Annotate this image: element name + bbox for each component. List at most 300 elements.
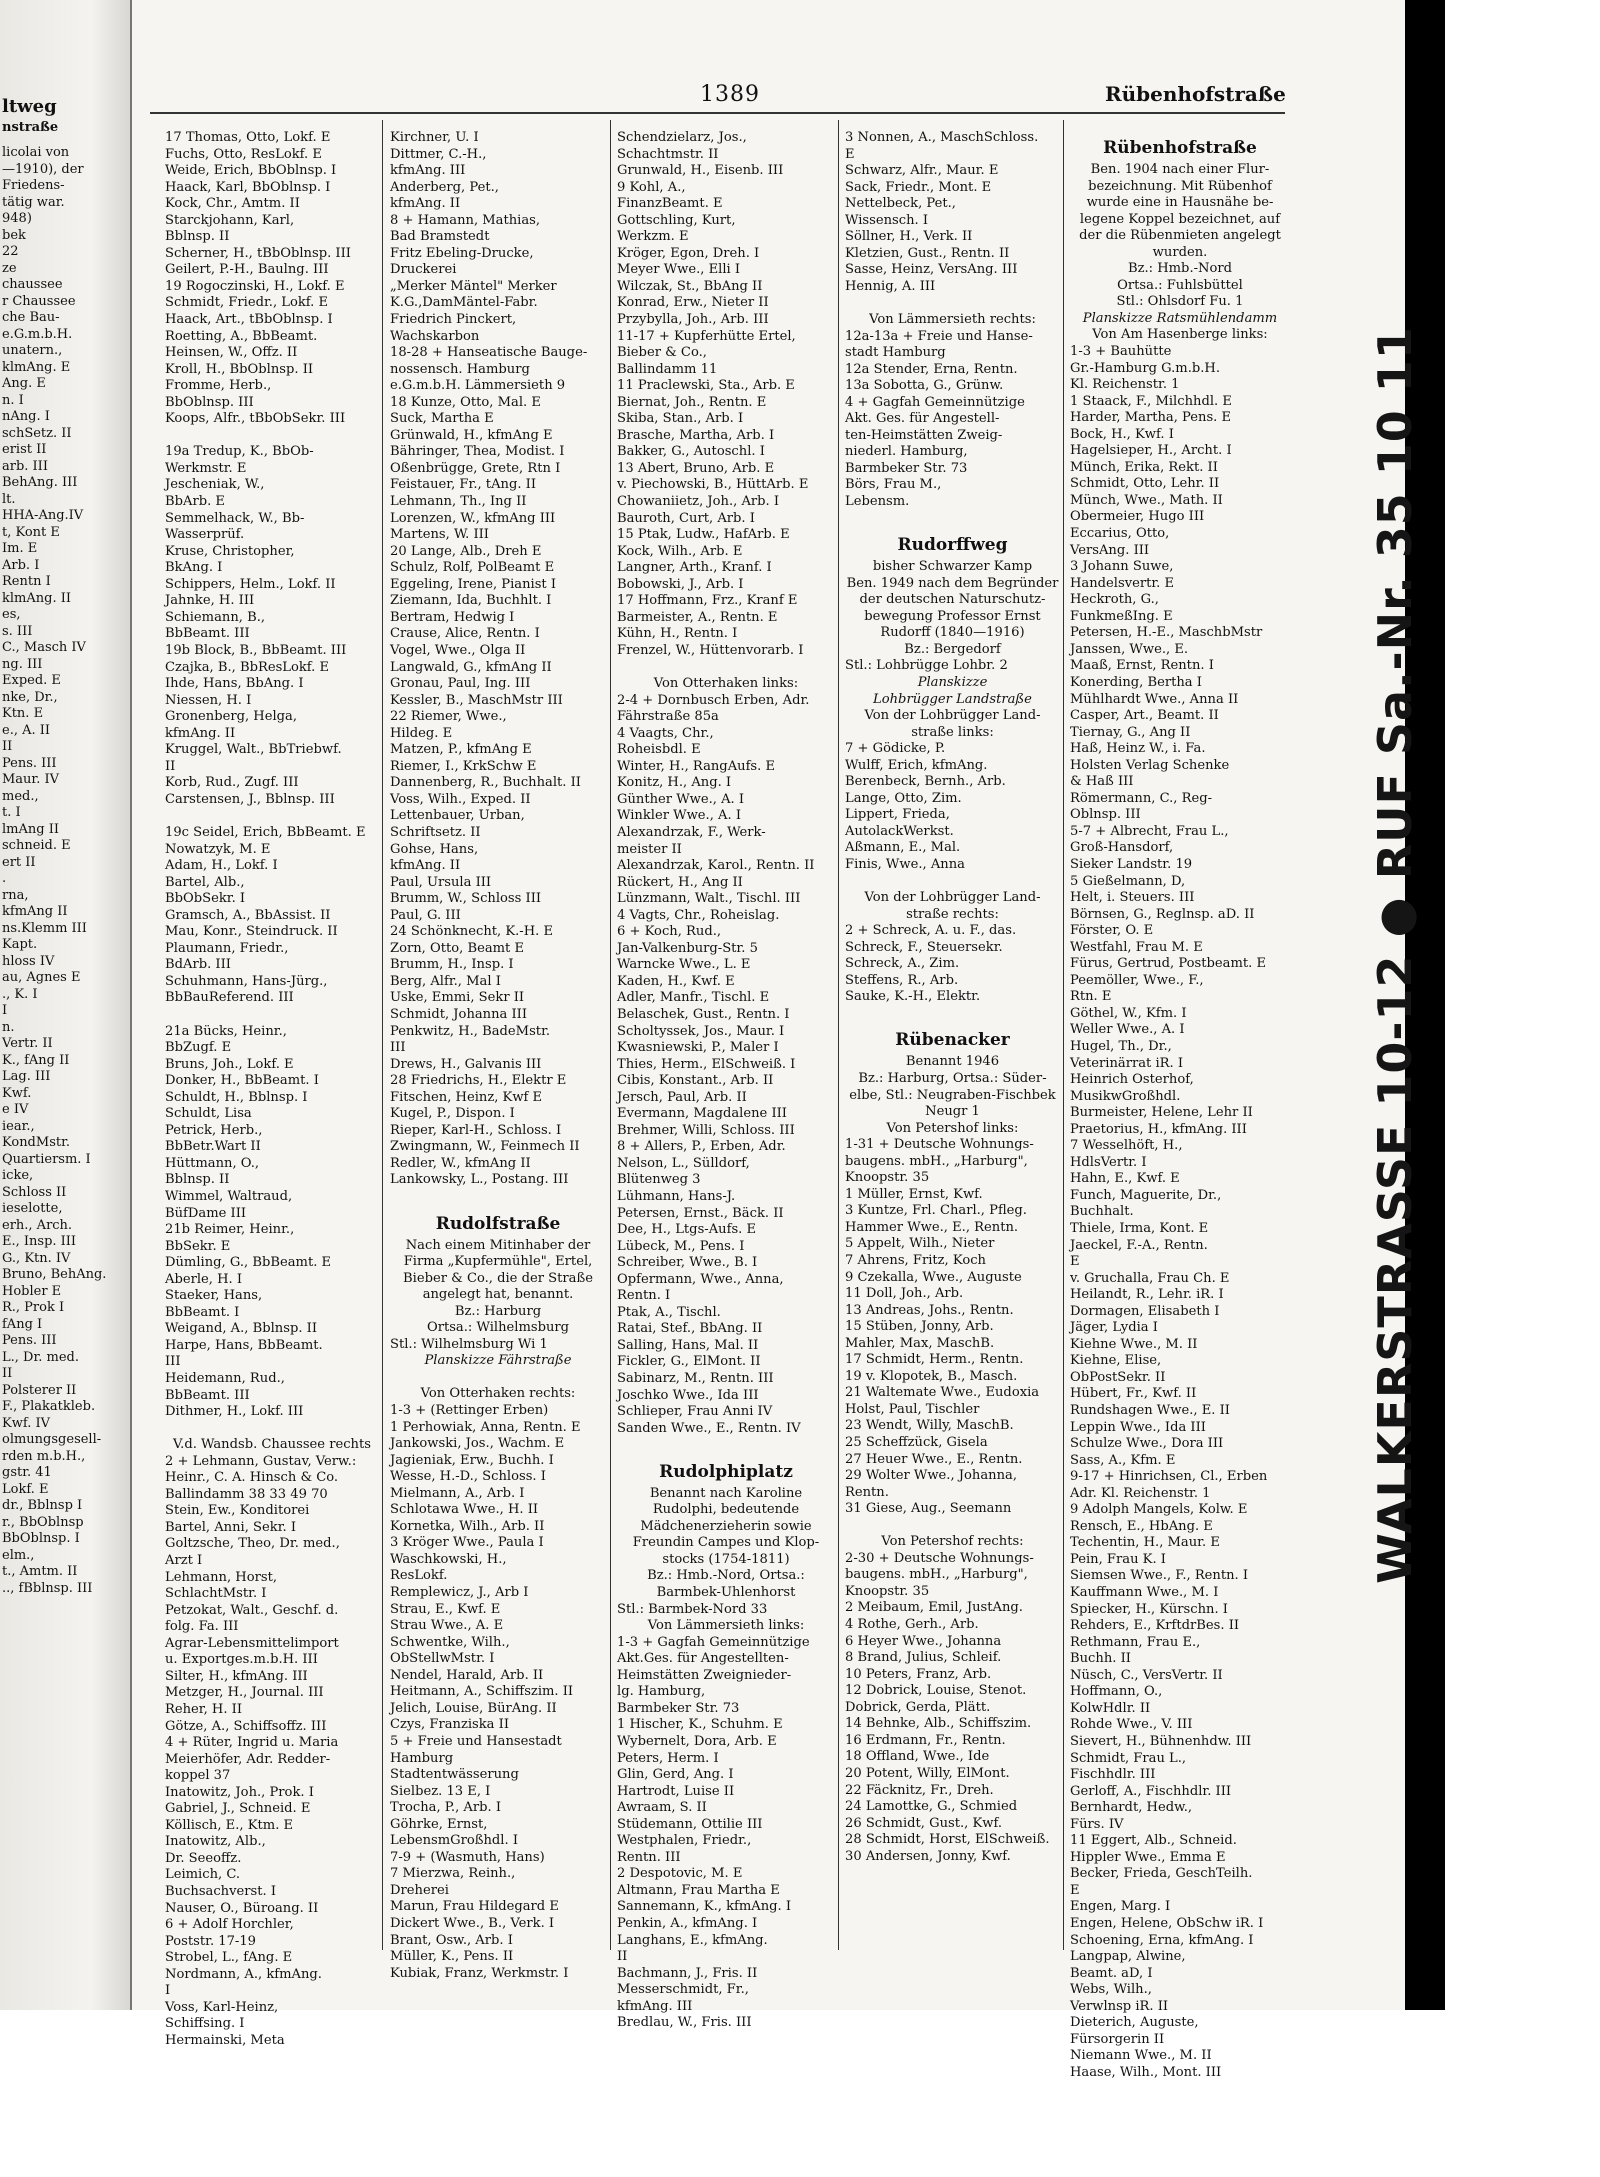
section-note: bisher Schwarzer Kamp xyxy=(872,559,1033,575)
directory-entry: Marun, Frau Hildegard E xyxy=(390,1899,559,1915)
gutter-line: L., Dr. med. xyxy=(2,1349,79,1365)
directory-entry: 19c Seidel, Erich, BbBeamt. E xyxy=(165,824,366,840)
directory-entry: Vogel, Wwe., Olga II xyxy=(390,642,526,658)
directory-entry: Bartel, Anni, Sekr. I xyxy=(165,1519,297,1535)
directory-entry: Langner, Arth., Kranf. I xyxy=(617,560,772,576)
directory-entry: Stl.: Barmbek-Nord 33 xyxy=(617,1601,768,1617)
gutter-line: Arb. I xyxy=(2,557,40,573)
directory-entry: Konitz, H., Ang. I xyxy=(617,775,732,791)
section-note: Bz.: Bergedorf xyxy=(904,641,1001,657)
directory-entry: 9-17 + Hinrichsen, Cl., Erben xyxy=(1070,1469,1268,1485)
gutter-line: e.G.m.b.H. xyxy=(2,326,73,342)
section-note: Bz.: Hmb.-Nord, Ortsa.: xyxy=(647,1568,805,1584)
previous-page-gutter xyxy=(0,0,132,2010)
directory-entry: BbBeamt. I xyxy=(165,1304,240,1320)
directory-entry: Glin, Gerd, Ang. I xyxy=(617,1767,734,1783)
directory-entry: Strobel, L., fAng. E xyxy=(165,1950,293,1966)
directory-entry xyxy=(390,1370,606,1387)
directory-entry: BbBauReferend. III xyxy=(165,990,294,1006)
directory-entry: Kubiak, Franz, Werkmstr. I xyxy=(390,1965,569,1981)
directory-entry: Dickert Wwe., B., Verk. I xyxy=(390,1915,555,1931)
gutter-line: erh., Arch. xyxy=(2,1217,73,1233)
directory-entry: Werkmstr. E xyxy=(165,460,247,476)
directory-entry: Starckjohann, Karl, xyxy=(165,212,295,228)
directory-entry: Becker, Frieda, GeschTeilh. xyxy=(1070,1866,1253,1882)
directory-entry: 22 Fäcknitz, Fr., Dreh. xyxy=(845,1782,994,1798)
directory-entry: Kl. Reichenstr. 1 xyxy=(1070,377,1180,393)
directory-column-1 xyxy=(165,130,379,2049)
directory-entry: nossensch. Hamburg xyxy=(390,361,530,377)
section-note: Bz.: Hmb.-Nord xyxy=(1127,261,1233,277)
section-note: stocks (1754-1811) xyxy=(662,1551,790,1567)
directory-entry: Bernhardt, Hedw., xyxy=(1070,1800,1193,1816)
directory-entry: Blütenweg 3 xyxy=(617,1172,701,1188)
directory-entry: Casper, Art., Beamt. II xyxy=(1070,708,1219,724)
directory-column-3 xyxy=(617,130,835,2032)
directory-entry: Hoffmann, O., xyxy=(1070,1684,1163,1700)
directory-entry: Haack, Art., tBbOblnsp. I xyxy=(165,312,333,328)
section-note: Von Lämmersieth links: xyxy=(647,1618,805,1634)
directory-entry: 9 Kohl, A., xyxy=(617,179,686,195)
directory-entry: Zwingmann, W., Feinmech II xyxy=(390,1139,580,1155)
directory-entry: Bblnsp. II xyxy=(165,229,230,245)
directory-entry: 3 Johann Suwe, xyxy=(1070,559,1174,575)
directory-entry: Evermann, Magdalene III xyxy=(617,1106,787,1122)
gutter-line: Ang. E xyxy=(2,376,46,391)
directory-entry: ResLokf. xyxy=(390,1568,448,1584)
directory-entry: Plaumann, Friedr., xyxy=(165,940,289,956)
directory-entry: Penkwitz, H., BadeMstr. xyxy=(390,1023,551,1039)
directory-entry: Hermainski, Meta xyxy=(165,2032,285,2048)
directory-entry: kfmAng. II xyxy=(165,725,236,741)
directory-entry: BbObSekr. I xyxy=(165,891,246,907)
gutter-line: gstr. 41 xyxy=(2,1465,52,1480)
directory-entry: meister II xyxy=(617,841,682,857)
directory-entry: Engen, Marg. I xyxy=(1070,1899,1171,1915)
directory-entry: ObStellwMstr. I xyxy=(390,1651,495,1667)
gutter-line: nke, Dr., xyxy=(2,689,58,705)
gutter-line: G., Ktn. IV xyxy=(2,1250,71,1266)
directory-entry: Metzger, H., Journal. III xyxy=(165,1685,324,1701)
directory-entry: Münch, Wwe., Math. II xyxy=(1070,492,1223,508)
gutter-line: Polsterer II xyxy=(2,1382,77,1398)
directory-entry: Gr.-Hamburg G.m.b.H. xyxy=(1070,360,1220,376)
section-note: straße links: xyxy=(911,724,994,740)
gutter-line: 948) xyxy=(2,211,32,226)
directory-entry: Gronenberg, Helga, xyxy=(165,709,298,725)
section-note: Bieber & Co., die der Straße xyxy=(403,1270,593,1286)
directory-entry: 1 Hischer, K., Schuhm. E xyxy=(617,1717,783,1733)
directory-entry: BdArb. III xyxy=(165,957,231,973)
directory-entry: Schulz, Rolf, PolBeamt E xyxy=(390,560,555,576)
gutter-line: ieselotte, xyxy=(2,1201,63,1216)
directory-entry: Barmbeker Str. 73 xyxy=(617,1700,740,1716)
directory-entry: Schreiber, Wwe., B. I xyxy=(617,1255,758,1271)
section-note: Von Petershof links: xyxy=(886,1120,1019,1136)
gutter-line: erist II xyxy=(2,442,47,457)
directory-entry: Schmidt, Friedr., Lokf. E xyxy=(165,295,329,311)
directory-entry: Bredlau, W., Fris. III xyxy=(617,2015,752,2031)
directory-entry: 7 Mierzwa, Reinh., xyxy=(390,1866,516,1882)
gutter-line: es, xyxy=(2,607,21,622)
gutter-line: lt. xyxy=(2,491,16,507)
directory-entry: Beamt. aD, I xyxy=(1070,1965,1153,1981)
directory-entry: Fährstraße 85a xyxy=(617,709,719,725)
directory-entry: Aßmann, E., Mal. xyxy=(845,840,961,856)
directory-entry: Heinr., C. A. Hinsch & Co. xyxy=(165,1470,339,1486)
directory-entry: Gohse, Hans, xyxy=(390,841,479,857)
directory-entry: Rethmann, Frau E., xyxy=(1070,1634,1201,1650)
directory-entry: 3 Nonnen, A., MaschSchloss. xyxy=(845,130,1039,145)
gutter-line: Kwf. xyxy=(2,1085,32,1101)
section-note: Ortsa.: Fuhlsbüttel xyxy=(1117,277,1243,293)
directory-entry: koppel 37 xyxy=(165,1768,231,1784)
section-note: wurden. xyxy=(1152,244,1208,260)
directory-entry: Sielbez. 13 E, I xyxy=(390,1783,491,1799)
directory-entry: 11 Praclewski, Sta., Arb. E xyxy=(617,378,795,394)
directory-entry: Maaß, Ernst, Rentn. I xyxy=(1070,658,1214,674)
directory-entry: Trocha, P., Arb. I xyxy=(390,1800,502,1816)
directory-entry: Nauser, O., Büroang. II xyxy=(165,1900,319,1916)
directory-entry: Akt.Ges. für Angestellten- xyxy=(617,1651,789,1667)
directory-entry: 4 Vagts, Chr., Roheislag. xyxy=(617,907,780,923)
directory-entry: Stein, Ew., Konditorei xyxy=(165,1503,310,1519)
section-note: Neugr 1 xyxy=(925,1104,980,1120)
directory-entry: Silter, H., kfmAng. III xyxy=(165,1668,308,1684)
street-heading: Rudolphiplatz xyxy=(659,1461,793,1482)
directory-entry: E xyxy=(1070,1254,1080,1270)
directory-entry: Semmelhack, W., Bb- xyxy=(165,510,305,526)
directory-entry: Hennig, A. III xyxy=(845,278,936,294)
section-note: Rudolphi, bedeutende xyxy=(652,1502,800,1518)
directory-entry: Schachtmstr. II xyxy=(617,146,719,162)
directory-entry: niederl. Hamburg, xyxy=(845,444,968,460)
directory-entry: 15 Stüben, Jonny, Arb. xyxy=(845,1319,994,1335)
directory-entry: Chowaniietz, Joh., Arb. I xyxy=(617,494,780,510)
gutter-line: rna, xyxy=(2,887,29,903)
directory-entry: II xyxy=(617,1949,628,1965)
directory-entry: Schriftsetz. II xyxy=(390,824,481,840)
directory-entry: BbBetr.Wart II xyxy=(165,1139,261,1155)
gutter-line: Rentn I xyxy=(2,574,51,589)
directory-entry: 26 Schmidt, Gust., Kwf. xyxy=(845,1815,1003,1831)
gutter-line: Kwf. IV xyxy=(2,1415,50,1431)
directory-column-4 xyxy=(845,130,1060,1865)
gutter-line: Bruno, BehAng. xyxy=(2,1267,107,1282)
directory-entry: Rehders, E., KrftdrBes. II xyxy=(1070,1618,1240,1634)
gutter-line: II xyxy=(2,739,13,754)
plan-reference: Lohbrügger Landstraße xyxy=(873,691,1032,707)
directory-entry: 4 + Rüter, Ingrid u. Maria xyxy=(165,1735,339,1751)
directory-entry: Heinrich Osterhof, xyxy=(1070,1072,1194,1088)
section-note: Von Lämmersieth rechts: xyxy=(869,312,1036,328)
directory-entry: Nendel, Harald, Arb. II xyxy=(390,1667,544,1683)
directory-entry: Donker, H., BbBeamt. I xyxy=(165,1073,319,1089)
directory-entry: Schuhmann, Hans-Jürg., xyxy=(165,973,328,989)
directory-entry: Schmidt, Frau L., xyxy=(1070,1750,1187,1766)
directory-entry: Voss, Wilh., Exped. II xyxy=(390,791,531,807)
directory-entry: baugens. mbH., „Harburg", xyxy=(845,1153,1028,1169)
directory-entry: 5 Gießelmann, D, xyxy=(1070,873,1186,889)
directory-entry: 1 Staack, F., Milchhdl. E xyxy=(1070,393,1232,409)
directory-entry: v. Gruchalla, Frau Ch. E xyxy=(1070,1270,1230,1286)
directory-entry: Hammer Wwe., E., Rentn. xyxy=(845,1219,1019,1235)
directory-entry: Schiffsing. I xyxy=(165,2016,245,2032)
directory-entry: Waschkowski, H., xyxy=(390,1551,507,1567)
directory-entry: Niessen, H. I xyxy=(165,692,252,708)
gutter-line: Kapt. xyxy=(2,937,38,952)
directory-entry: 19 Rogoczinski, H., Lokf. E xyxy=(165,278,345,294)
directory-entry: „Merker Mäntel" Merker xyxy=(390,278,557,294)
directory-entry: Börs, Frau M., xyxy=(845,477,942,493)
directory-entry: Bauroth, Curt, Arb. I xyxy=(617,510,755,526)
gutter-line: au, Agnes E xyxy=(2,970,81,985)
directory-entry: BbOblnsp. III xyxy=(165,394,254,410)
directory-entry: Sanden Wwe., E., Rentn. IV xyxy=(617,1420,801,1436)
directory-entry: Wilczak, St., BbAng II xyxy=(617,278,763,294)
directory-entry: BbSekr. E xyxy=(165,1238,231,1254)
directory-entry: Ratai, Stef., BbAng. II xyxy=(617,1321,763,1337)
directory-entry: 2-30 + Deutsche Wohnungs- xyxy=(845,1550,1034,1566)
directory-entry: Kruse, Christopher, xyxy=(165,543,295,559)
directory-entry: Rückert, H., Ang II xyxy=(617,874,743,890)
directory-entry: Fitschen, Heinz, Kwf E xyxy=(390,1089,543,1105)
directory-entry: Agrar-Lebensmittelimport xyxy=(165,1635,339,1651)
directory-entry: Schoening, Erna, kfmAng. I xyxy=(1070,1932,1254,1948)
gutter-line: schSetz. II xyxy=(2,425,72,441)
directory-entry: Wulff, Erich, kfmAng. xyxy=(845,757,988,773)
directory-entry: Lange, Otto, Zim. xyxy=(845,790,962,806)
gutter-line: fAng I xyxy=(2,1316,43,1332)
directory-entry: Schuldt, Lisa xyxy=(165,1106,252,1122)
directory-entry: Sieker Landstr. 19 xyxy=(1070,856,1193,872)
directory-entry: Petersen, H.-E., MaschbMstr xyxy=(1070,625,1263,641)
directory-entry: Kiehne, Elise, xyxy=(1070,1353,1162,1369)
directory-entry: 4 Vaagts, Chr., xyxy=(617,725,714,741)
directory-entry: kfmAng. III xyxy=(617,1998,693,2014)
gutter-line: olmungsgesell- xyxy=(2,1432,102,1447)
directory-entry: 2 Despotovic, M. E xyxy=(617,1866,743,1882)
directory-entry: 31 Giese, Aug., Seemann xyxy=(845,1501,1012,1517)
directory-entry: Adler, Manfr., Tischl. E xyxy=(617,990,770,1006)
directory-entry: Sannemann, K., kfmAng. I xyxy=(617,1899,792,1915)
gutter-line: s. III xyxy=(2,623,33,639)
directory-entry: Haack, Karl, BbOblnsp. I xyxy=(165,179,331,195)
directory-entry: Fickler, G., ElMont. II xyxy=(617,1354,761,1370)
directory-entry: Ptak, A., Tischl. xyxy=(617,1304,721,1320)
directory-entry: Jan-Valkenburg-Str. 5 xyxy=(617,940,758,956)
directory-entry: Schulze Wwe., Dora III xyxy=(1070,1436,1224,1452)
gutter-line: ns.Klemm III xyxy=(2,920,87,936)
directory-entry: Przybylla, Joh., Arb. III xyxy=(617,312,769,328)
header-rule xyxy=(150,112,1285,114)
directory-entry: Arzt I xyxy=(165,1553,203,1569)
gutter-line: e., A. II xyxy=(2,722,51,738)
section-note: Barmbek-Uhlenhorst xyxy=(656,1585,796,1601)
directory-entry: Kwasniewski, P., Maler I xyxy=(617,1040,779,1056)
directory-entry: Stl.: Lohbrügge Lohbr. 2 xyxy=(845,658,1008,674)
directory-entry: Redler, W., kfmAng II xyxy=(390,1155,531,1171)
directory-entry: Nelson, L., Sülldorf, xyxy=(617,1155,750,1171)
directory-entry: Nordmann, A., kfmAng. xyxy=(165,1966,322,1982)
directory-entry: Buchsachverst. I xyxy=(165,1883,276,1899)
directory-entry: Schendzielarz, Jos., xyxy=(617,130,747,145)
street-heading: Rudorffweg xyxy=(897,535,1008,556)
directory-entry: Altmann, Frau Martha E xyxy=(617,1882,780,1898)
stamp-text: WALKERSTRASSE 10-12 ● RUF Sa.-Nr. 35 10 11 xyxy=(1368,326,1422,1584)
directory-entry: folg. Fa. III xyxy=(165,1619,239,1635)
directory-entry: Meyer Wwe., Elli I xyxy=(617,262,741,278)
directory-entry: Brehmer, Willi, Schloss. III xyxy=(617,1122,795,1138)
directory-entry: Rtn. E xyxy=(1070,989,1112,1005)
section-note: Bz.: Harburg xyxy=(454,1303,542,1319)
directory-entry: Nettelbeck, Pet., xyxy=(845,196,956,212)
directory-entry: III xyxy=(390,1040,406,1056)
directory-entry: Stüdemann, Ottilie III xyxy=(617,1816,763,1832)
directory-entry: Heinsen, W., Offz. II xyxy=(165,345,298,361)
column-divider xyxy=(838,120,839,1950)
directory-entry: Schmidt, Otto, Lehr. II xyxy=(1070,476,1220,492)
directory-entry: 24 Lamottke, G., Schmied xyxy=(845,1799,1018,1815)
directory-entry: 20 Lange, Alb., Dreh E xyxy=(390,543,542,559)
directory-entry: Gramsch, A., BbAssist. II xyxy=(165,907,331,923)
directory-entry: 1 Müller, Ernst, Kwf. xyxy=(845,1186,983,1202)
gutter-line: BbOblnsp. I xyxy=(2,1531,80,1546)
section-note: Ortsa.: Wilhelmsburg xyxy=(426,1320,570,1336)
directory-entry: Schreck, F., Steuersekr. xyxy=(845,939,1003,955)
directory-entry: Langhans, E., kfmAng. xyxy=(617,1932,768,1948)
directory-entry: Ballindamm 38 33 49 70 xyxy=(165,1486,328,1502)
directory-entry: Schuldt, H., Bblnsp. I xyxy=(165,1089,308,1105)
directory-entry: Mau, Konr., Steindruck. II xyxy=(165,924,338,940)
directory-entry: Kaden, H., Kwf. E xyxy=(617,973,735,989)
gutter-line: Pens. III xyxy=(2,755,57,771)
directory-entry: Adam, H., Lokf. I xyxy=(165,858,278,874)
gutter-line: Pens. III xyxy=(2,1333,57,1348)
directory-entry: Kessler, B., MaschMstr III xyxy=(390,692,563,708)
directory-entry: 1-31 + Deutsche Wohnungs- xyxy=(845,1137,1034,1153)
directory-entry: Praetorius, H., kfmAng. III xyxy=(1070,1121,1247,1137)
directory-entry: Druckerei xyxy=(390,262,457,278)
gutter-line: Quartiersm. I xyxy=(2,1151,91,1167)
gutter-line: Lokf. E xyxy=(2,1481,49,1497)
directory-entry: Schippers, Helm., Lokf. II xyxy=(165,576,336,592)
directory-entry: 5 Appelt, Wilh., Nieter xyxy=(845,1236,995,1252)
directory-entry: 7 Ahrens, Fritz, Koch xyxy=(845,1253,986,1268)
directory-entry: Fürs. IV xyxy=(1070,1816,1124,1832)
directory-entry: Suck, Martha E xyxy=(390,411,494,427)
directory-entry: Peters, Herm. I xyxy=(617,1750,719,1766)
directory-entry: Lehmann, Th., Ing II xyxy=(390,494,527,510)
directory-entry: Rentn. xyxy=(845,1484,889,1500)
directory-entry: III xyxy=(165,1354,181,1370)
directory-entry: Paul, Ursula III xyxy=(390,874,492,890)
directory-entry: Alexandrzak, Karol., Rentn. II xyxy=(617,858,815,874)
directory-entry: Berg, Alfr., Mal I xyxy=(390,973,501,989)
directory-entry: I xyxy=(165,1983,171,1999)
directory-entry: v. Piechowski, B., HüttArb. E xyxy=(617,477,809,493)
directory-entry: Förster, O. E xyxy=(1070,923,1154,939)
directory-entry: 14 Behnke, Alb., Schiffszim. xyxy=(845,1716,1032,1732)
section-note: V.d. Wandsb. Chaussee rechts xyxy=(173,1437,371,1453)
directory-entry: Anderberg, Pet., xyxy=(390,179,499,195)
gutter-line: t., Amtm. II xyxy=(2,1564,78,1579)
directory-entry: Gronau, Paul, Ing. III xyxy=(390,676,531,692)
directory-entry: Buchh. II xyxy=(1070,1651,1131,1667)
directory-entry: Fritz Ebeling-Drucke, xyxy=(390,245,534,261)
directory-column-5 xyxy=(1070,130,1290,2081)
directory-entry: 18 Offland, Wwe., Ide xyxy=(845,1749,990,1765)
directory-entry: Scholtyssek, Jos., Maur. I xyxy=(617,1023,785,1039)
directory-entry: Stl.: Wilhelmsburg Wi 1 xyxy=(390,1336,548,1352)
gutter-line: bek xyxy=(2,227,26,243)
directory-entry: 4 + Gagfah Gemeinnützige xyxy=(845,394,1025,410)
directory-entry: Meierhöfer, Adr. Redder- xyxy=(165,1751,331,1767)
directory-entry: 11 Doll, Joh., Arb. xyxy=(845,1286,964,1302)
directory-entry: Belaschek, Gust., Rentn. I xyxy=(617,1006,790,1022)
directory-entry: Schwarz, Alfr., Maur. E xyxy=(845,163,999,179)
directory-entry: Konerding, Bertha I xyxy=(1070,674,1202,690)
directory-entry: 9 Adolph Mangels, Kolw. E xyxy=(1070,1502,1248,1518)
directory-entry: Schlotawa Wwe., H. II xyxy=(390,1502,539,1518)
directory-entry: 1-3 + Gagfah Gemeinnützige xyxy=(617,1634,810,1650)
directory-entry: Inatowitz, Joh., Prok. I xyxy=(165,1784,314,1800)
directory-entry: 17 Schmidt, Herm., Rentn. xyxy=(845,1352,1024,1368)
gutter-line: nAng. I xyxy=(2,409,50,424)
directory-entry: Siemsen Wwe., F., Rentn. I xyxy=(1070,1568,1249,1584)
gutter-line: . xyxy=(2,871,7,886)
directory-entry: Leimich, C. xyxy=(165,1867,241,1883)
directory-entry: Hamburg xyxy=(390,1750,454,1766)
plan-reference: Planskizze Fährstraße xyxy=(424,1353,572,1369)
directory-entry: Sabinarz, M., Rentn. III xyxy=(617,1371,774,1387)
gutter-line: dr., Bblnsp I xyxy=(2,1498,83,1513)
gutter-line: Lag. III xyxy=(2,1069,51,1084)
directory-entry: Bieber & Co., xyxy=(617,345,707,361)
directory-entry: 13a Sobotta, G., Grünw. xyxy=(845,378,1004,394)
gutter-subheading: nstraße xyxy=(2,120,59,135)
directory-entry: Dee, H., Ltgs-Aufs. E xyxy=(617,1222,757,1238)
directory-entry: ten-Heimstätten Zweig- xyxy=(845,427,1003,443)
directory-entry: Bähringer, Thea, Modist. I xyxy=(390,444,565,460)
gutter-line: Schloss II xyxy=(2,1184,67,1200)
section-note: bewegung Professor Ernst xyxy=(864,608,1041,624)
section-note: der die Rübenmieten angelegt xyxy=(1079,228,1281,244)
directory-entry: Goltzsche, Theo, Dr. med., xyxy=(165,1536,340,1552)
gutter-line: BehAng. III xyxy=(2,475,78,490)
vertical-stamp xyxy=(1350,30,1440,1880)
directory-entry: Lehmann, Horst, xyxy=(165,1569,277,1585)
column-divider xyxy=(1063,120,1064,1950)
directory-entry: 3 Kröger Wwe., Paula I xyxy=(390,1535,544,1551)
directory-entry: Obermeier, Hugo III xyxy=(1070,509,1205,525)
directory-entry: 2 Meibaum, Emil, JustAng. xyxy=(845,1600,1023,1616)
directory-entry: BbBeamt. III xyxy=(165,626,250,642)
directory-entry xyxy=(390,1189,606,1206)
directory-entry: Haß, Heinz W., i. Fa. xyxy=(1070,741,1206,757)
directory-entry: stadt Hamburg xyxy=(845,345,946,361)
gutter-line: r., BbOblnsp xyxy=(2,1514,84,1530)
directory-entry: Groß-Hansdorf, xyxy=(1070,840,1174,856)
directory-entry: Wybernelt, Dora, Arb. E xyxy=(617,1733,777,1749)
directory-entry: 12a Stender, Erna, Rentn. xyxy=(845,361,1018,377)
directory-entry: Petzokat, Walt., Geschf. d. xyxy=(165,1602,339,1618)
section-note: der deutschen Naturschutz- xyxy=(859,592,1046,608)
directory-entry xyxy=(165,1007,379,1024)
directory-entry xyxy=(617,660,835,677)
gutter-line: K., fAng II xyxy=(2,1052,70,1068)
section-note: Benannt nach Karoline xyxy=(649,1485,803,1501)
